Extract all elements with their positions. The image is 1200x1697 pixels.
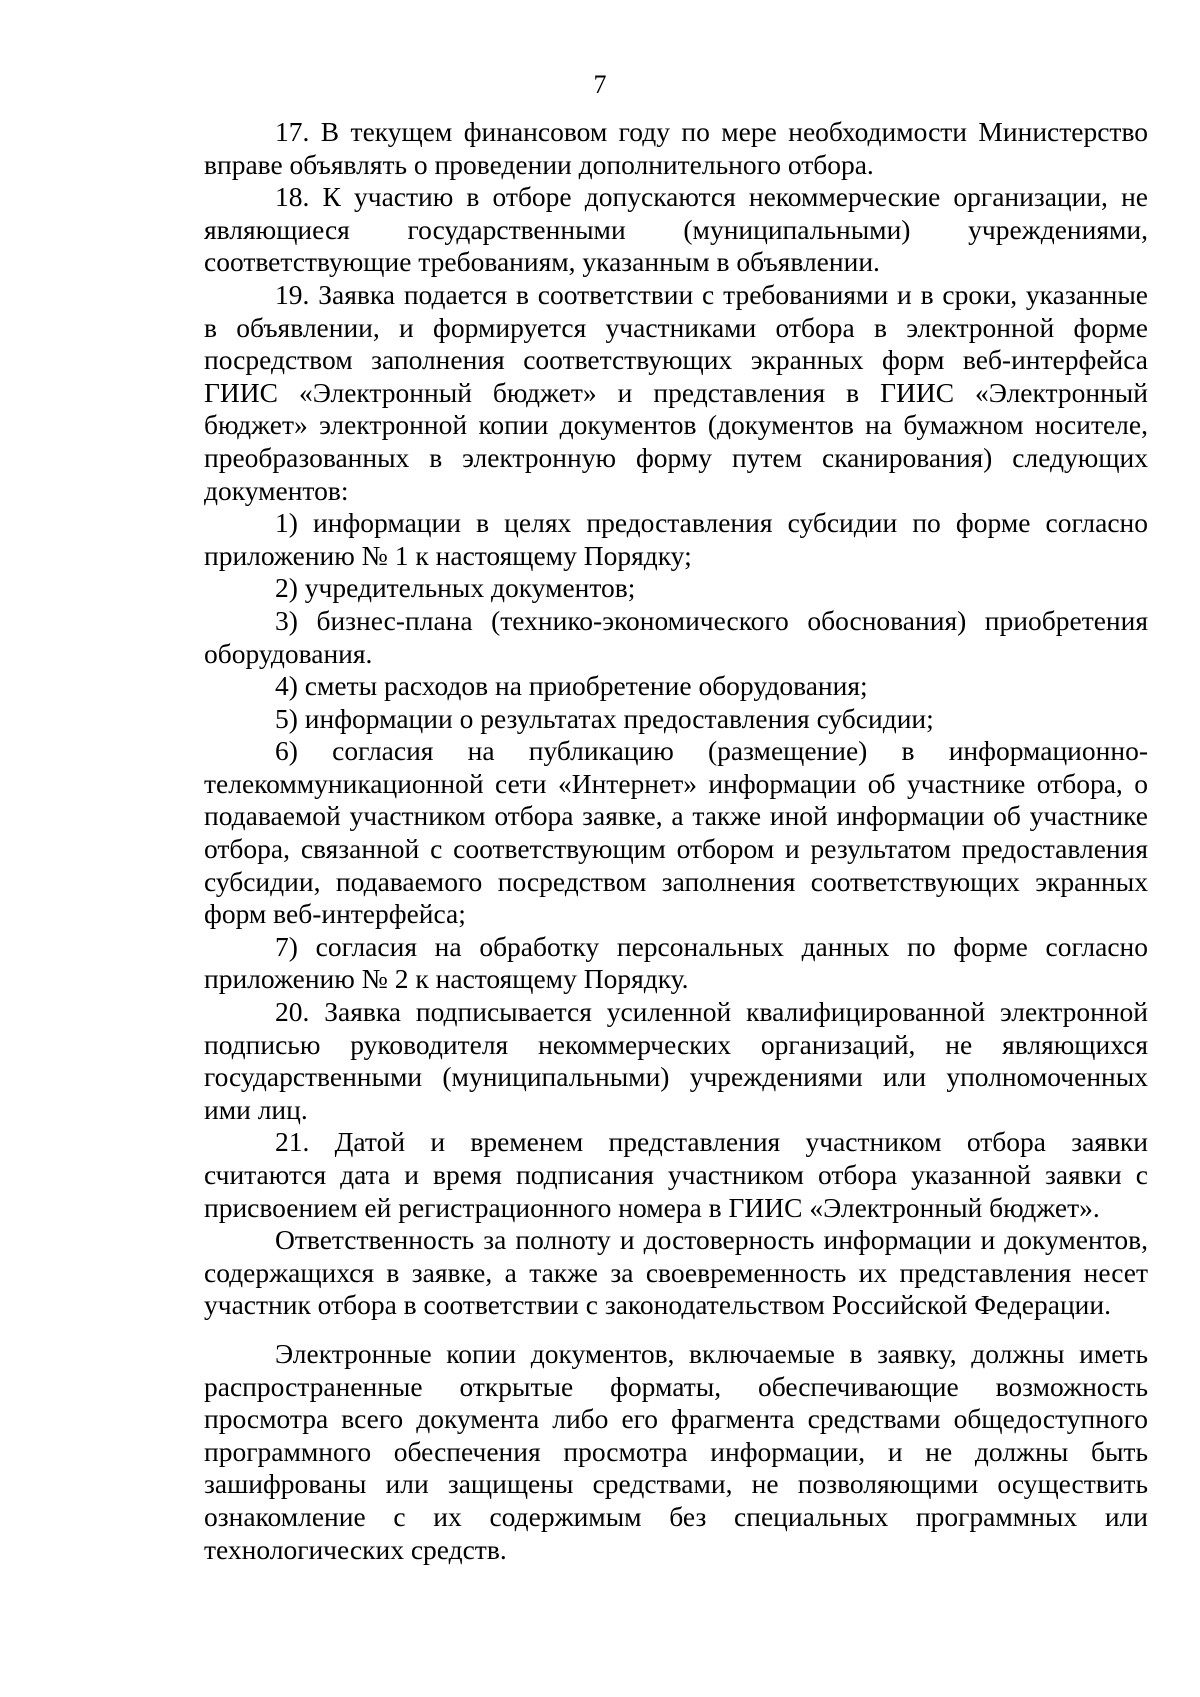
- paragraph-18: 18. К участию в отборе допускаются некоммерческие организации, не являющиеся государственными (муниципальными) учреждениями, соответствующие требованиям, указанным в объявлении.: [204, 181, 1148, 278]
- list-item-2: 2) учредительных документов;: [275, 572, 636, 604]
- paragraph-electronic-copies: Электронные копии документов, включаемые в заявку, должны иметь распространенные открытые форматы, обеспечивающие возможность просмотра всего документа либо его фрагмента средствами общедоступного программного обеспечения просмотра информации, и не должны быть зашифрованы или защищены средствами, не позволяющими осуществить ознакомление с их содержимым без специальных программных или технологических средств.: [204, 1337, 1148, 1565]
- list-item-6: 6) согласия на публикацию (размещение) в информационно-телекоммуникационной сети «Интернет» информации об участнике отбора, о подаваемой участником отбора заявке, а также иной информации об участнике отбора, связанной с соответствующим отбором и результатом предоставления субсидии, подаваемого посредством заполнения соответствующих экранных форм веб-интерфейса;: [204, 735, 1148, 930]
- page-number: 7: [593, 70, 607, 99]
- list-item-4: 4) сметы расходов на приобретение оборудования;: [275, 670, 868, 702]
- paragraph-responsibility: Ответственность за полноту и достоверность информации и документов, содержащихся в заявке, а также за своевременность их представления несет участник отбора в соответствии с законодательством Российской Федерации.: [204, 1224, 1148, 1321]
- paragraph-19: 19. Заявка подается в соответствии с требованиями и в сроки, указанные в объявлении, и формируется участниками отбора в электронной форме посредством заполнения соответствующих экранных форм веб-интерфейса ГИИС «Электронный бюджет» и представления в ГИИС «Электронный бюджет» электронной копии документов (документов на бумажном носителе, преобразованных в электронную форму путем сканирования) следующих документов:: [204, 278, 1148, 506]
- list-item-3: 3) бизнес-плана (технико-экономического обоснования) приобретения оборудования.: [204, 604, 1148, 669]
- list-item-1: 1) информации в целях предоставления субсидии по форме согласно приложению № 1 к настоящему Порядку;: [204, 507, 1148, 571]
- paragraph-17: 17. В текущем финансовом году по мере необходимости Министерство вправе объявлять о проведении дополнительного отбора.: [204, 116, 1148, 180]
- list-item-5: 5) информации о результатах предоставления субсидии;: [275, 702, 934, 734]
- document-body: [204, 116, 1148, 1566]
- paragraph-21: 21. Датой и временем представления участником отбора заявки считаются дата и время подписания участником отбора указанной заявки с присвоением ей регистрационного номера в ГИИС «Электронный бюджет».: [204, 1126, 1148, 1223]
- list-item-7: 7) согласия на обработку персональных данных по форме согласно приложению № 2 к настоящему Порядку.: [204, 930, 1148, 995]
- paragraph-20: 20. Заявка подписывается усиленной квалифицированной электронной подписью руководителя некоммерческих организаций, не являющихся государственными (муниципальными) учреждениями или уполномоченных ими лиц.: [204, 996, 1148, 1125]
